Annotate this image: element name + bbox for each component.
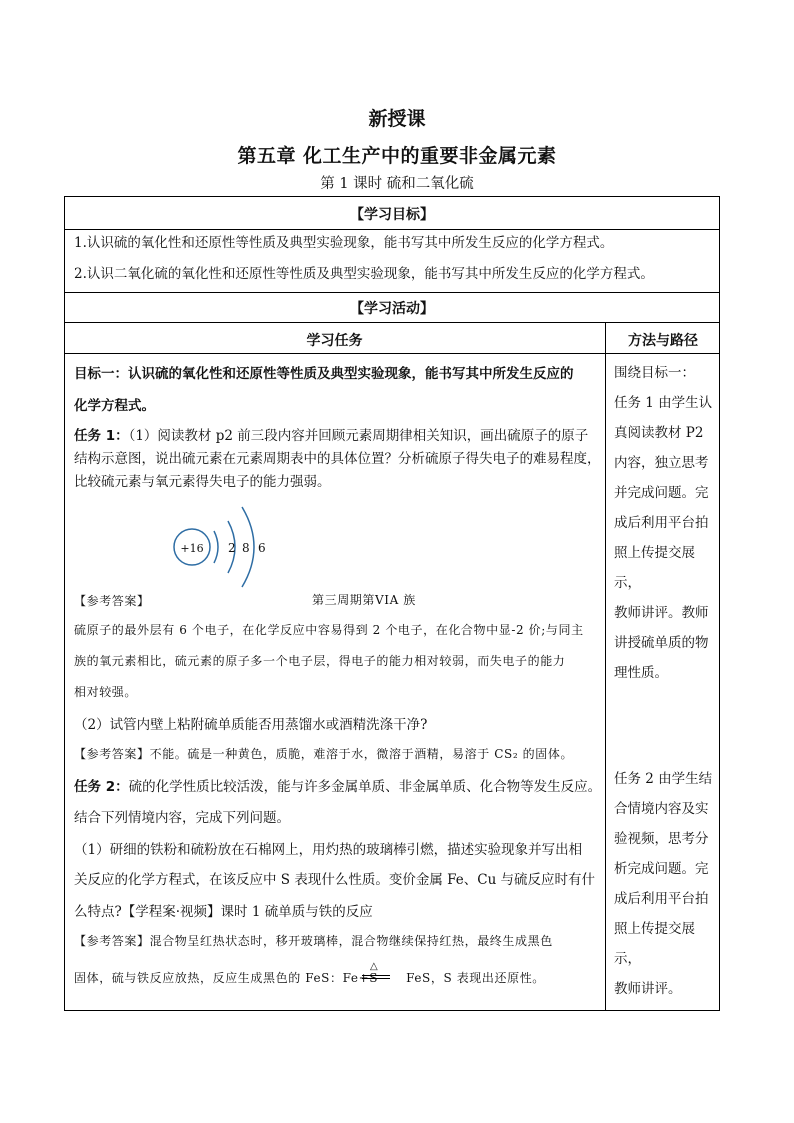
chapter-title: 第五章 化工生产中的重要非金属元素 [237, 145, 557, 167]
question-3-line-3: 么特点?【学程案·视频】课时 1 硫单质与铁的反应 [74, 904, 373, 920]
method-line: 成后利用平台拍 [614, 891, 709, 907]
method-line: 任务 1 由学生认 [614, 395, 713, 411]
divider [64, 322, 720, 323]
answer-3-equation-right: FeS，S 表现出还原性。 [406, 971, 545, 985]
answer-3-equation-left: 固体，硫与铁反应放热，反应生成黑色的 FeS：Fe+S [74, 971, 379, 985]
method-line: 照上传提交展示， [614, 545, 695, 591]
heat-symbol: △ [370, 961, 378, 972]
answer-1-line-1: 硫原子的最外层有 6 个电子，在化学反应中容易得到 2 个电子，在化合物中显-2 价;与同主 [74, 623, 584, 637]
answer-3-line-2 [74, 969, 602, 986]
method-line: 讲授硫单质的物 [614, 635, 709, 651]
method-line: 理性质。 [614, 665, 668, 681]
column-divider [605, 322, 606, 1011]
divider [64, 353, 720, 354]
equation-bar [362, 975, 390, 976]
task1-line-2: 结构示意图，说出硫元素在元素周期表中的具体位置？分析硫原子得失电子的难易程度， [74, 451, 601, 467]
method-line: 真阅读教材 P2 [614, 425, 704, 441]
method-block-2 [614, 764, 714, 1004]
method-line: 成后利用平台拍 [614, 515, 709, 531]
task1-line-3: 比较硫元素与氧元素得失电子的能力强弱。 [74, 474, 331, 490]
question-3-line-2: 关反应的化学方程式，在该反应中 S 表现什么性质。变价金属 Fe、Cu 与硫反应时有什 [74, 872, 596, 888]
method-line: 围绕目标一： [614, 365, 695, 381]
answer-3-line-1 [74, 932, 602, 949]
sulfur-atom-diagram [150, 495, 280, 595]
goals-heading: 【学习目标】 [350, 207, 434, 223]
task1-label: 任务 1： [74, 428, 129, 444]
col-method-header: 方法与路径 [628, 333, 698, 349]
method-line: 并完成问题。完 [614, 485, 709, 501]
task2-line-1 [74, 775, 602, 795]
method-line: 教师讲评。 [614, 981, 682, 997]
ref-answer-1-label: 【参考答案】 [74, 594, 150, 608]
lesson-type: 新授课 [368, 108, 426, 130]
method-line: 教师讲评。教师 [614, 605, 709, 621]
answer-1-line-2: 族的氧元素相比，硫元素的原子多一个电子层，得电子的能力相对较弱，而失电子的能力 [74, 654, 566, 668]
shell-count-3: 6 [258, 541, 266, 555]
target-line-1: 目标一：认识硫的氧化性和还原性等性质及典型实验现象，能书写其中所发生反应的 [74, 366, 574, 382]
divider [64, 229, 720, 230]
ref-answer-3-label: 【参考答案】 [74, 934, 150, 948]
shell-arc-1 [214, 531, 218, 563]
goal-2: 2.认识二氧化硫的氧化性和还原性等性质及典型实验现象，能书写其中所发生反应的化学方程式。 [74, 266, 654, 282]
question-2: （2）试管内壁上粘附硫单质能否用蒸馏水或酒精洗涤干净? [74, 717, 428, 733]
period-text: 第三周期第VIA 族 [312, 593, 416, 607]
method-line: 任务 2 由学生结 [614, 771, 713, 787]
task1-line-1 [74, 424, 602, 444]
method-line: 内容，独立思考 [614, 455, 709, 471]
method-line: 析完成问题。完 [614, 861, 709, 877]
col-task-header: 学习任务 [306, 333, 363, 349]
task2-text: 硫的化学性质比较活泼，能与许多金属单质、非金属单质、化合物等发生反应。 [128, 779, 602, 795]
answer-3-text: 混合物呈红热状态时，移开玻璃棒，混合物继续保持红热，最终生成黑色 [149, 934, 553, 948]
task2-label: 任务 2： [74, 779, 129, 795]
target-line-2: 化学方程式。 [74, 398, 155, 414]
equation-bar [362, 978, 390, 979]
goal-1: 1.认识硫的氧化性和还原性等性质及典型实验现象，能书写其中所发生反应的化学方程式。 [74, 235, 614, 251]
method-line: 合情境内容及实 [614, 801, 709, 817]
ref-answer-2-label: 【参考答案】 [74, 747, 150, 761]
activities-heading: 【学习活动】 [350, 301, 434, 317]
method-line: 验视频，思考分 [614, 831, 709, 847]
answer-2-text: 不能。硫是一种黄色，质脆，难溶于水，微溶于酒精，易溶于 CS₂ 的固体。 [149, 747, 574, 761]
divider [64, 292, 720, 293]
nucleus-label: +16 [180, 542, 204, 555]
question-3-line-1: （1）研细的铁粉和硫粉放在石棉网上，用灼热的玻璃棒引燃，描述实验现象并写出相 [74, 842, 583, 858]
method-line: 照上传提交展示， [614, 921, 695, 967]
task2-line-2: 结合下列情境内容，完成下列问题。 [74, 810, 290, 826]
task1-text: （1）阅读教材 p2 前三段内容并回顾元素周期律相关知识，画出硫原子的原子 [128, 428, 589, 444]
answer-1-line-3: 相对较强。 [74, 685, 138, 699]
shell-count-1: 2 [228, 541, 236, 555]
method-block-1 [614, 358, 714, 688]
shell-count-2: 8 [242, 541, 250, 555]
answer-2 [74, 745, 602, 762]
lesson-title: 第 1 课时 硫和二氧化硫 [320, 176, 474, 192]
